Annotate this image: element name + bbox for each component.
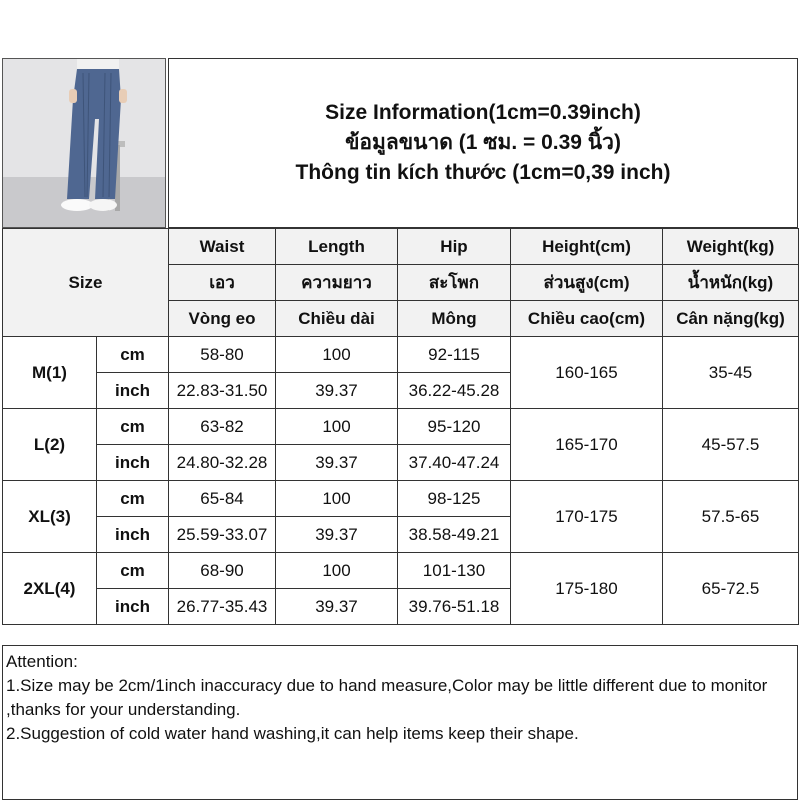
waist-value: 65-84 xyxy=(169,481,276,517)
height-value: 160-165 xyxy=(511,337,663,409)
hip-value: 92-115 xyxy=(398,337,511,373)
size-label: L(2) xyxy=(3,409,97,481)
waist-value: 25.59-33.07 xyxy=(169,517,276,553)
table-row xyxy=(3,337,799,373)
height-value: 165-170 xyxy=(511,409,663,481)
title-thai: ข้อมูลขนาด (1 ซม. = 0.39 นิ้ว) xyxy=(345,131,621,154)
size-column-header: Size xyxy=(3,229,169,337)
table-row xyxy=(3,409,799,445)
weight-value: 57.5-65 xyxy=(663,481,799,553)
col-waist-th: เอว xyxy=(169,265,276,301)
hip-value: 36.22-45.28 xyxy=(398,373,511,409)
waist-value: 68-90 xyxy=(169,553,276,589)
unit-label: inch xyxy=(97,445,169,481)
length-value: 39.37 xyxy=(276,517,398,553)
unit-label: cm xyxy=(97,481,169,517)
height-value: 170-175 xyxy=(511,481,663,553)
col-height-en: Height(cm) xyxy=(511,229,663,265)
hip-value: 38.58-49.21 xyxy=(398,517,511,553)
length-value: 100 xyxy=(276,481,398,517)
table-row xyxy=(3,481,799,517)
col-weight-en: Weight(kg) xyxy=(663,229,799,265)
size-label: XL(3) xyxy=(3,481,97,553)
weight-value: 35-45 xyxy=(663,337,799,409)
hip-value: 98-125 xyxy=(398,481,511,517)
waist-value: 63-82 xyxy=(169,409,276,445)
product-photo xyxy=(2,58,166,228)
col-hip-th: สะโพก xyxy=(398,265,511,301)
size-table xyxy=(2,228,799,625)
hip-value: 101-130 xyxy=(398,553,511,589)
length-value: 39.37 xyxy=(276,589,398,625)
col-length-vi: Chiều dài xyxy=(276,301,398,337)
header-row-english xyxy=(3,229,799,265)
unit-label: cm xyxy=(97,337,169,373)
hip-value: 95-120 xyxy=(398,409,511,445)
waist-value: 58-80 xyxy=(169,337,276,373)
waist-value: 22.83-31.50 xyxy=(169,373,276,409)
attention-notes xyxy=(2,645,798,800)
length-value: 100 xyxy=(276,337,398,373)
unit-label: inch xyxy=(97,373,169,409)
unit-label: inch xyxy=(97,517,169,553)
unit-label: cm xyxy=(97,409,169,445)
col-height-th: ส่วนสูง(cm) xyxy=(511,265,663,301)
length-value: 39.37 xyxy=(276,373,398,409)
unit-label: cm xyxy=(97,553,169,589)
col-waist-vi: Vòng eo xyxy=(169,301,276,337)
hip-value: 39.76-51.18 xyxy=(398,589,511,625)
col-length-th: ความยาว xyxy=(276,265,398,301)
waist-value: 26.77-35.43 xyxy=(169,589,276,625)
col-length-en: Length xyxy=(276,229,398,265)
product-photo-illustration xyxy=(3,59,165,227)
unit-label: inch xyxy=(97,589,169,625)
hip-value: 37.40-47.24 xyxy=(398,445,511,481)
col-weight-th: น้ำหนัก(kg) xyxy=(663,265,799,301)
size-chart-sheet xyxy=(0,56,800,800)
weight-value: 65-72.5 xyxy=(663,553,799,625)
size-label: M(1) xyxy=(3,337,97,409)
waist-value: 24.80-32.28 xyxy=(169,445,276,481)
col-waist-en: Waist xyxy=(169,229,276,265)
note-washing: 2.Suggestion of cold water hand washing,it can help items keep their shape. xyxy=(6,724,579,743)
col-hip-vi: Mông xyxy=(398,301,511,337)
length-value: 39.37 xyxy=(276,445,398,481)
note-measurement: 1.Size may be 2cm/1inch inaccuracy due to hand measure,Color may be little different due to monitor ,thanks for your understanding. xyxy=(6,676,768,719)
col-height-vi: Chiều cao(cm) xyxy=(511,301,663,337)
table-row xyxy=(3,553,799,589)
height-value: 175-180 xyxy=(511,553,663,625)
notes-heading: Attention: xyxy=(6,652,78,671)
col-hip-en: Hip xyxy=(398,229,511,265)
size-info-title-box xyxy=(168,58,798,228)
length-value: 100 xyxy=(276,409,398,445)
weight-value: 45-57.5 xyxy=(663,409,799,481)
size-label: 2XL(4) xyxy=(3,553,97,625)
col-weight-vi: Cân nặng(kg) xyxy=(663,301,799,337)
title-vietnamese: Thông tin kích thước (1cm=0,39 inch) xyxy=(295,161,671,184)
title-english: Size Information(1cm=0.39inch) xyxy=(325,101,641,124)
length-value: 100 xyxy=(276,553,398,589)
